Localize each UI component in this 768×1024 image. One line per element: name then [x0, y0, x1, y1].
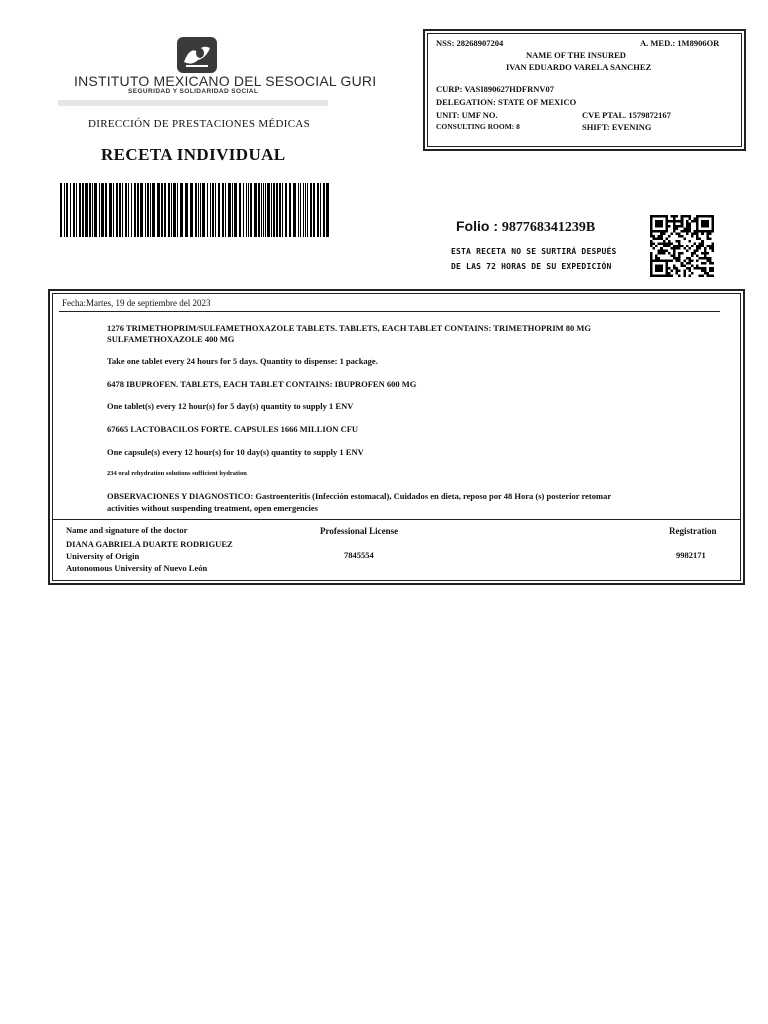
observations-label: OBSERVACIONES Y DIAGNOSTICO: — [107, 491, 254, 501]
doctor-university: Autonomous University of Nuevo León — [66, 563, 208, 573]
insured-name: IVAN EDUARDO VARELA SANCHEZ — [506, 62, 652, 72]
expiry-notice-line2: DE LAS 72 HORAS DE SU EXPEDICIÓN — [451, 262, 612, 271]
logo-divider — [58, 100, 328, 106]
qr-code-icon — [650, 215, 714, 277]
insured-name-label: NAME OF THE INSURED — [526, 50, 626, 60]
nss-field: NSS: 28268907204 — [436, 38, 504, 48]
date-divider — [59, 311, 720, 312]
curp-field: CURP: VASI890627HDFRNV07 — [436, 84, 554, 94]
doctor-name: DIANA GABRIELA DUARTE RODRIGUEZ — [66, 539, 233, 549]
prescription-date: Fecha:Martes, 19 de septiembre del 2023 — [62, 298, 211, 308]
doctor-sign-label: Name and signature of the doctor — [66, 525, 188, 535]
med2-dose: One tablet(s) every 12 hour(s) for 5 day(s) quantity to supply 1 ENV — [107, 401, 354, 411]
med3-name: 67665 LACTOBACILOS FORTE. CAPSULES 1666 MILLION CFU — [107, 424, 359, 434]
license-number: 7845554 — [344, 550, 374, 560]
a-med-field: A. MED.: 1M8906OR — [640, 38, 720, 48]
consulting-room-field: CONSULTING ROOM: 8 — [436, 122, 520, 131]
folio-number: 987768341239B — [501, 220, 596, 235]
registration-number: 9982171 — [676, 550, 706, 560]
med1-dose: Take one tablet every 24 hours for 5 days. Quantity to dispense: 1 package. — [107, 356, 378, 366]
registration-label: Registration — [669, 526, 717, 536]
med1-line1: 1276 TRIMETHOPRIM/SULFAMETHOXAZOLE TABLETS. TABLETS, EACH TABLET CONTAINS: TRIMETHOPRIM 80 MG — [107, 323, 592, 333]
imss-logo-icon — [176, 36, 218, 74]
med2-name: 6478 IBUPROFEN. TABLETS, EACH TABLET CONTAINS: IBUPROFEN 600 MG — [107, 379, 417, 389]
med4-name: 234 oral rehydration solutions sufficient hydration — [107, 470, 247, 477]
doctor-divider — [53, 519, 740, 520]
observations-text: Gastroenteritis (Infección estomacal), Cuidados en dieta, reposo por 48 Hora (s) posterior retomar — [253, 491, 612, 501]
institute-name: INSTITUTO MEXICANO DEL SESOCIAL GURI — [74, 73, 377, 89]
university-label: University of Origin — [66, 551, 140, 561]
med3-dose: One capsule(s) every 12 hour(s) for 10 day(s) quantity to supply 1 ENV — [107, 447, 364, 457]
expiry-notice-line1: ESTA RECETA NO SE SURTIRÁ DESPUÉS — [451, 247, 617, 256]
folio — [456, 218, 595, 236]
direction-label: DIRECCIÓN DE PRESTACIONES MÉDICAS — [88, 118, 311, 130]
observations-line2: activities without suspending treatment, open emergencies — [107, 503, 318, 513]
delegation-field: DELEGATION: STATE OF MEXICO — [436, 97, 577, 107]
folio-label: Folio : — [456, 218, 502, 234]
observations-line1 — [107, 491, 611, 501]
insured-info-box — [423, 29, 746, 151]
prescription-box — [48, 289, 745, 585]
unit-field: UNIT: UMF NO. — [436, 110, 498, 120]
license-label: Professional License — [320, 526, 399, 536]
page-title: RECETA INDIVIDUAL — [101, 145, 286, 164]
shift-field: SHIFT: EVENING — [582, 122, 652, 132]
med1-line2: SULFAMETHOXAZOLE 400 MG — [107, 334, 235, 344]
barcode-icon — [60, 183, 330, 237]
cve-ptal-field: CVE PTAL. 1579872167 — [582, 110, 671, 120]
institute-subtitle: SEGURIDAD Y SOLIDARIDAD SOCIAL — [128, 88, 259, 95]
